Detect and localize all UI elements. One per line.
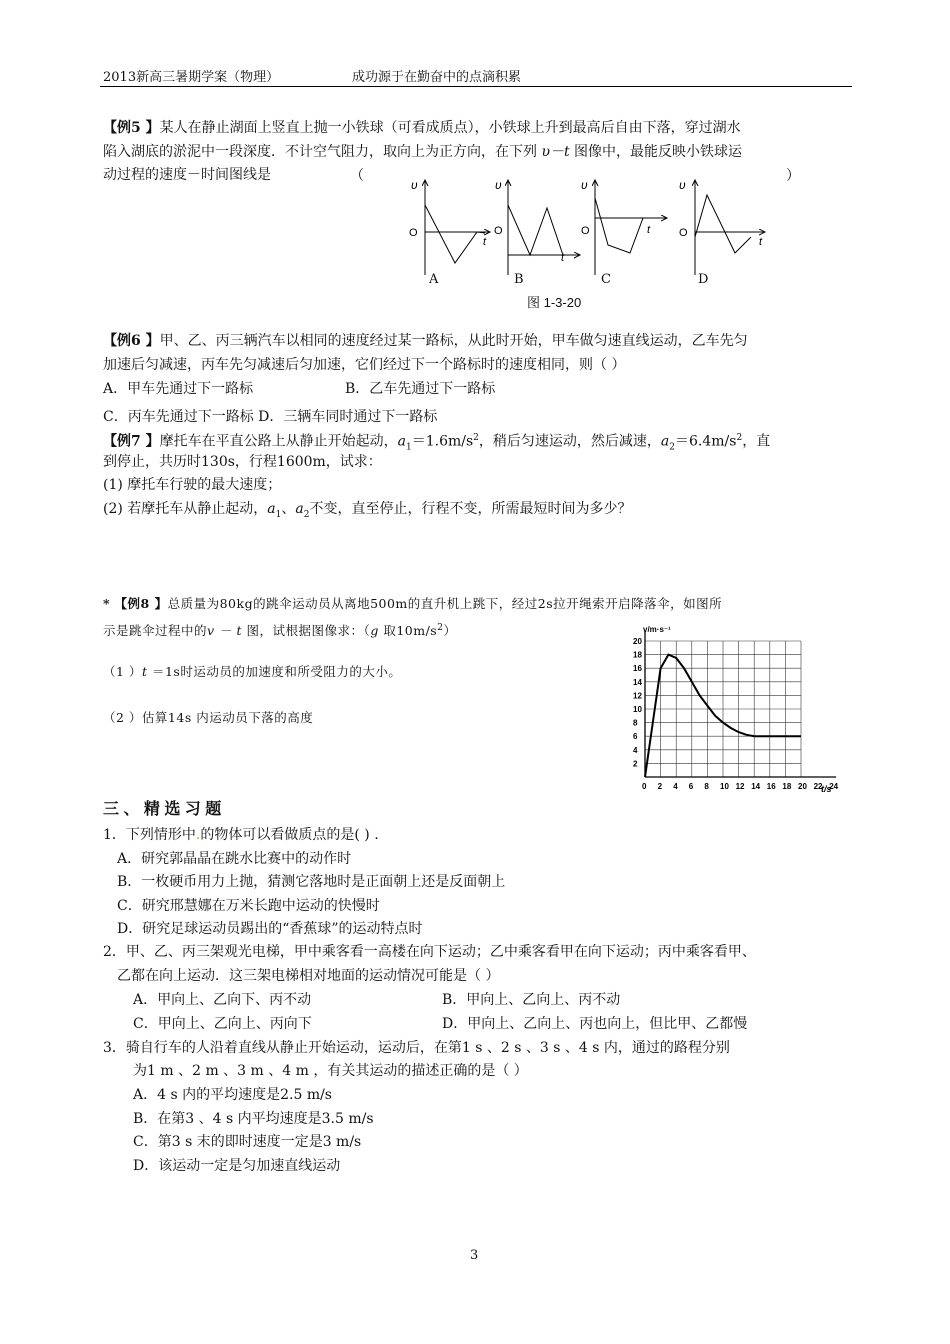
s3-q1-b: B．一枚硬币用力上抛，猜测它落地时是正面朝上还是反面朝上 bbox=[117, 874, 506, 890]
x-tick-label: 2 bbox=[657, 782, 663, 791]
s3-q1: 1．下列情形中.的物体可以看做质点的是( ) . bbox=[103, 827, 379, 843]
figure-caption: 图 1-3-20 bbox=[527, 295, 582, 310]
x-tick-label: 4 bbox=[673, 782, 678, 791]
s3-q2-c: C．甲向上、乙向上、丙向下 bbox=[133, 1016, 312, 1032]
y-tick-label: 18 bbox=[633, 650, 642, 660]
x-tick-label: 10 bbox=[720, 782, 729, 791]
graph-b bbox=[494, 178, 580, 275]
s3-q3-line1: 3．骑自行车的人沿着直线从静止开始运动，运动后，在第1 s 、2 s 、3 s 、4 s 内，通过的路程分别 bbox=[103, 1040, 730, 1056]
ex7-q2: (2) 若摩托车从静止起动，$a_1$、$a_2$不变，直至停止，行程不变，所需最短时间为多少？ bbox=[103, 501, 632, 520]
graph-c-origin: O bbox=[581, 225, 590, 237]
ex6-line2: 加速后匀减速，丙车先匀减速后匀加速，它们经过下一个路标时的速度相同，则（ ） bbox=[103, 357, 626, 373]
graph-a bbox=[409, 178, 490, 275]
graph-label-d: D bbox=[698, 272, 709, 287]
y-tick-label: 16 bbox=[633, 664, 642, 674]
s3-q3-b: B．在第3 、4 s 内平均速度是3.5 m/s bbox=[133, 1111, 374, 1127]
s3-q2-b: B．甲向上、乙向上、丙不动 bbox=[442, 992, 621, 1008]
s3-q2-d: D．甲向上、乙向上、丙也向上，但比甲、乙都慢 bbox=[442, 1016, 748, 1032]
header-rule bbox=[100, 86, 852, 87]
x-tick-label: 24 bbox=[829, 782, 839, 791]
x-tick-label: 20 bbox=[798, 782, 807, 791]
graph-c-t-label: t bbox=[647, 224, 651, 236]
chart-ylabel: v/m·s⁻¹ bbox=[643, 625, 671, 634]
ex6-opt-a: A．甲车先通过下一路标 bbox=[103, 381, 254, 397]
y-tick-label: 8 bbox=[633, 718, 638, 728]
graph-a-origin: O bbox=[409, 227, 418, 239]
chart-grid bbox=[645, 631, 836, 777]
ex6-opt-cd: C．丙车先通过下一路标 D．三辆车同时通过下一路标 bbox=[103, 409, 438, 425]
ex6-line1: 【例6 】甲、乙、丙三辆汽车以相同的速度经过某一路标，从此时开始，甲车做匀速直线运动，乙车先匀 bbox=[103, 333, 748, 349]
y-tick-label: 10 bbox=[633, 705, 642, 714]
ex8-q2: （2 ）估算14s 内运动员下落的高度 bbox=[103, 710, 314, 725]
s3-q3-a: A．4 s 内的平均速度是2.5 m/s bbox=[133, 1087, 332, 1103]
chart-xlabel: t/s bbox=[821, 784, 832, 794]
ex7-line2: 到停止，共历时130s，行程1600m，试求： bbox=[103, 454, 382, 470]
s3-q3-d: D．该运动一定是匀加速直线运动 bbox=[133, 1158, 341, 1174]
ex7-q1: (1) 摩托车行驶的最大速度； bbox=[103, 477, 282, 493]
ex5-line2: 陷入湖底的淤泥中一段深度．不计空气阻力，取向上为正方向，在下列 υ－t 图像中，最能反映小铁球运 bbox=[103, 144, 743, 160]
s3-q2-a: A．甲向上、乙向下、丙不动 bbox=[133, 992, 312, 1008]
y-tick-label: 14 bbox=[633, 677, 642, 687]
ex5-paren-close: ） bbox=[786, 168, 800, 184]
ex5-paren-open: （ bbox=[350, 168, 364, 184]
x-tick-label: 22 bbox=[813, 782, 823, 791]
x-tick-label: 14 bbox=[751, 782, 761, 791]
y-tick-label: 12 bbox=[633, 691, 642, 701]
ex8-line2: 示是跳伞过程中的v － t 图，试根据图像求：（g 取$10m/s^2$） bbox=[103, 623, 457, 639]
graph-b-origin: O bbox=[494, 225, 503, 237]
y-tick-label: 20 bbox=[633, 637, 642, 646]
page-number: 3 bbox=[470, 1248, 479, 1263]
graph-d-origin: O bbox=[679, 227, 688, 239]
graph-b-t-label: t bbox=[561, 252, 565, 264]
ex5-vt-graphs bbox=[395, 175, 775, 295]
graph-a-v-label: υ bbox=[411, 178, 418, 192]
s3-q1-a: A．研究郭晶晶在跳水比赛中的动作时 bbox=[117, 851, 352, 867]
graph-c bbox=[581, 178, 667, 275]
section3-title: 三 、 精 选 习 题 bbox=[103, 801, 222, 818]
x-tick-label: 18 bbox=[782, 782, 792, 791]
header-right: 成功源于在勤奋中的点滴积累 bbox=[352, 70, 522, 85]
graph-d-t-label: t bbox=[759, 236, 763, 248]
ex8-q1: （1 ）t ＝1s时运动员的加速度和所受阻力的大小。 bbox=[103, 664, 402, 679]
s3-q1-d: D．研究足球运动员踢出的“香蕉球”的运动特点时 bbox=[117, 921, 423, 937]
s3-q2-line2: 乙都在向上运动．这三架电梯相对地面的运动情况可能是（ ） bbox=[117, 968, 500, 984]
graph-d bbox=[679, 178, 765, 275]
graph-label-b: B bbox=[514, 272, 524, 287]
ex5-line3: 动过程的速度－时间图线是 bbox=[103, 167, 271, 183]
ex5-line1: 【例5 】某人在静止湖面上竖直上抛一小铁球（可看成质点），小铁球上升到最高后自由下落，穿过湖水 bbox=[103, 120, 741, 136]
x-tick-label: 6 bbox=[688, 782, 694, 791]
s3-q3-line2: 为1 m 、2 m 、3 m 、4 m ，有关其运动的描述正确的是（ ） bbox=[133, 1063, 528, 1079]
graph-b-v-label: υ bbox=[495, 178, 502, 192]
graph-a-t-label: t bbox=[483, 236, 487, 248]
x-tick-label: 12 bbox=[735, 782, 745, 791]
chart-ticks bbox=[633, 637, 839, 791]
x-tick-label: 16 bbox=[766, 782, 776, 791]
y-tick-label: 2 bbox=[633, 759, 638, 769]
s3-q3-c: C．第3 s 末的即时速度一定是3 m/s bbox=[133, 1134, 362, 1150]
s3-q1-c: C．研究邢慧娜在万米长跑中运动的快慢时 bbox=[117, 898, 380, 914]
ex8-line1: * 【例8 】总质量为80kg的跳伞运动员从离地500m的直升机上跳下，经过2s拉开绳索开启降落伞，如图所 bbox=[103, 596, 723, 611]
graph-c-v-label: υ bbox=[581, 178, 588, 192]
parachute-vt-chart bbox=[625, 622, 840, 797]
x-tick-label: 0 bbox=[642, 782, 647, 791]
s3-q2-line1: 2．甲、乙、丙三架观光电梯，甲中乘客看一高楼在向下运动；乙中乘客看甲在向下运动；丙中乘客看甲、 bbox=[103, 944, 756, 960]
graph-label-c: C bbox=[601, 272, 611, 287]
y-tick-label: 4 bbox=[633, 745, 638, 755]
ex6-opt-b: B．乙车先通过下一路标 bbox=[345, 381, 496, 397]
ex7-line1: 【例7 】摩托车在平直公路上从静止开始起动，$a_1=1.6m/s^2$，稍后匀速运动，然后减速，$a_2=6.4m/s^2$，直 bbox=[103, 433, 771, 453]
y-tick-label: 6 bbox=[633, 732, 638, 742]
graph-label-a: A bbox=[429, 272, 439, 287]
x-tick-label: 8 bbox=[704, 782, 709, 791]
header-left: 2013新高三暑期学案（物理） bbox=[103, 70, 280, 85]
graph-d-v-label: υ bbox=[679, 178, 686, 192]
